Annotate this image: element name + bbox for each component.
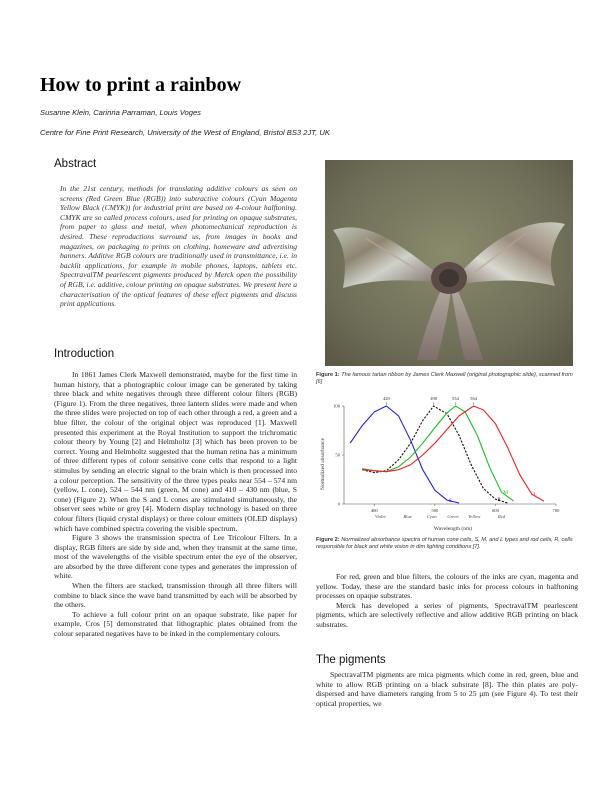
peak-label: 420 <box>382 396 390 401</box>
figure1-caption-text: The famous tartan ribbon by James Clerk Maxwell (original photographic slide), scanned from [6] <box>316 372 573 385</box>
peak-label: 564 <box>470 396 478 401</box>
color-band-label: Blue <box>403 514 412 519</box>
right-paragraph: Merck has developed a series of pigments, SpectravalTM pearlescent pigments, which are selectively reflective and allow additive RGB printing on black substrates. <box>316 600 578 629</box>
figure2-caption-text: Normalized absorbance spectra of human cone cells, S, M, and L types and rod cells, R, cells responsible for black and white vision in dim lighting conditions [7]. <box>316 537 573 550</box>
series-line-s <box>350 406 459 503</box>
color-band-label: Red <box>497 514 506 519</box>
y-tick-label: 0 <box>337 501 340 507</box>
abstract-heading: Abstract <box>54 158 97 170</box>
series-name-label: S <box>448 499 452 505</box>
figure1-label: Figure 1: <box>316 372 340 378</box>
x-tick-label: 400 <box>370 508 378 513</box>
paper-title: How to print a rainbow <box>40 74 242 96</box>
y-tick-label: 100 <box>333 403 340 409</box>
series-name-label: R <box>497 498 501 504</box>
x-tick-label: 600 <box>491 508 499 513</box>
peak-label: 498 <box>430 396 438 401</box>
series-line-r <box>362 406 507 503</box>
y-tick-label: 50 <box>335 452 340 458</box>
right-paragraph: For red, green and blue filters, the colours of the inks are cyan, magenta and yellow. Today, these are the standard basic inks for process colours in halftoning processes on opaque substrates. <box>316 572 578 601</box>
color-band-label: Green <box>447 514 459 519</box>
intro-paragraph: To achieve a full colour print on an opaque substrate, like paper for example, Cros [5] demonstrated that lithographic plates obtained from the colour separated negatives have to be inked in the complementary colours. <box>54 609 297 639</box>
series-name-label: M <box>503 491 508 497</box>
figure2-caption <box>316 537 578 551</box>
y-axis-label: Normalized absorbance <box>320 437 326 491</box>
pigments-paragraph: SpectravalTM pigments are mica pigments which come in red, green, blue and white to allow RGB printing on a black substrate [8]. The thin plates are poly-dispersed and have diameters ranging from 5 to 25 μm (see Figure 4). To test their optical properties, we <box>316 670 578 708</box>
series-line-l <box>362 406 544 504</box>
intro-paragraph: Figure 3 shows the transmission spectra of Lee Tricolour Filters. In a display, RGB filters are side by side and, when they transmit at the same time, most of the wavelengths of the visible spectrum enter the eye of the observer, are absorbed by the three different cone types and generates the impression of white. <box>54 533 297 581</box>
introduction-heading: Introduction <box>54 348 115 360</box>
pigments-text <box>316 670 578 708</box>
tartan-ribbon-photo <box>325 160 573 366</box>
abstract-text: In the 21st century, methods for translating additive colours as seen on screens (Red Green Blue (RGB)) into subtractive colours (Cyan Magenta Yellow Black (CMYK)) for industrial print are based on 4-colour halftoning. CMYK are so called process colours, used for printing on opaque substrates, from paper to glass and metal, when photomechanical reproduction is desired. These reproductions surround us, from images in books and magazines, on packaging to prints on clothing, homeware and advertising banners. Additive RGB colours are traditionally used in transmittance, i.e. in backlit applications, for example in mobile phones, laptops, tablets etc. SpectravalTM pearlescent pigments produced by Merck open the possibility of RGB, i.e. additive, colour printing on opaque substrates. We present here a characterisation of the optical features of these effect pigments and discuss print applications. <box>60 184 297 309</box>
pigments-heading: The pigments <box>316 654 386 666</box>
right-column-text <box>316 572 578 630</box>
x-tick-label: 700 <box>552 508 560 513</box>
color-band-label: Violet <box>375 514 386 519</box>
introduction-text <box>54 370 297 639</box>
peak-label: 534 <box>452 396 459 401</box>
authors: Susanne Klein, Carinna Parraman, Louis Voges <box>40 108 201 117</box>
figure2-label: Figure 2: <box>316 537 340 543</box>
affiliation: Centre for Fine Print Research, University of the West of England, Bristol BS3 2JT, UK <box>40 128 330 137</box>
series-line-m <box>362 406 513 504</box>
color-band-label: Yellow <box>468 514 481 519</box>
cone-absorbance-chart <box>318 384 568 534</box>
x-tick-label: 500 <box>431 508 439 513</box>
intro-paragraph: When the filters are stacked, transmission through all three filters will combine to black since the wave band transmitted by each will be absorbed by the others. <box>54 581 297 610</box>
intro-paragraph: In 1861 James Clerk Maxwell demonstrated, maybe for the first time in human history, that a photographic colour image can be generated by taking three black and white negatives through three different colour filters (RGB) (Figure 1). From the three negatives, three lantern slides were made and when the three slides were projected on top of each other through a red, a green and a blue filter, the colour of the original object was reproduced [1]. Maxwell presented this experiment at the Royal Institution to support the trichromatic colour theory by Young [2] and Helmholtz [3] which has been proven to be correct. Young and Helmholtz suggested that the human retina has a minimum of three different types of colour sensitive cone cells that respond to a light stimulus by sending an electric signal to the brain which is then processed into a colour perception. The sensitivity of the three types peaks near 554 – 574 nm (yellow, L cone), 524 – 544 nm (green, M cone) and 410 – 430 nm (blue, S cone) (Figure 2). When the S and L cones are stimulated simultaneously, the observer sees white or grey [4]. Modern display technology is based on three colour filters (liquid crystal displays) or three colour emitters (OLED displays) which have combined spectra covering the visible spectrum. <box>54 370 297 533</box>
color-band-label: Cyan <box>426 514 437 519</box>
x-axis-label: Wavelength (nm) <box>433 526 473 532</box>
series-name-label: L <box>533 493 537 499</box>
